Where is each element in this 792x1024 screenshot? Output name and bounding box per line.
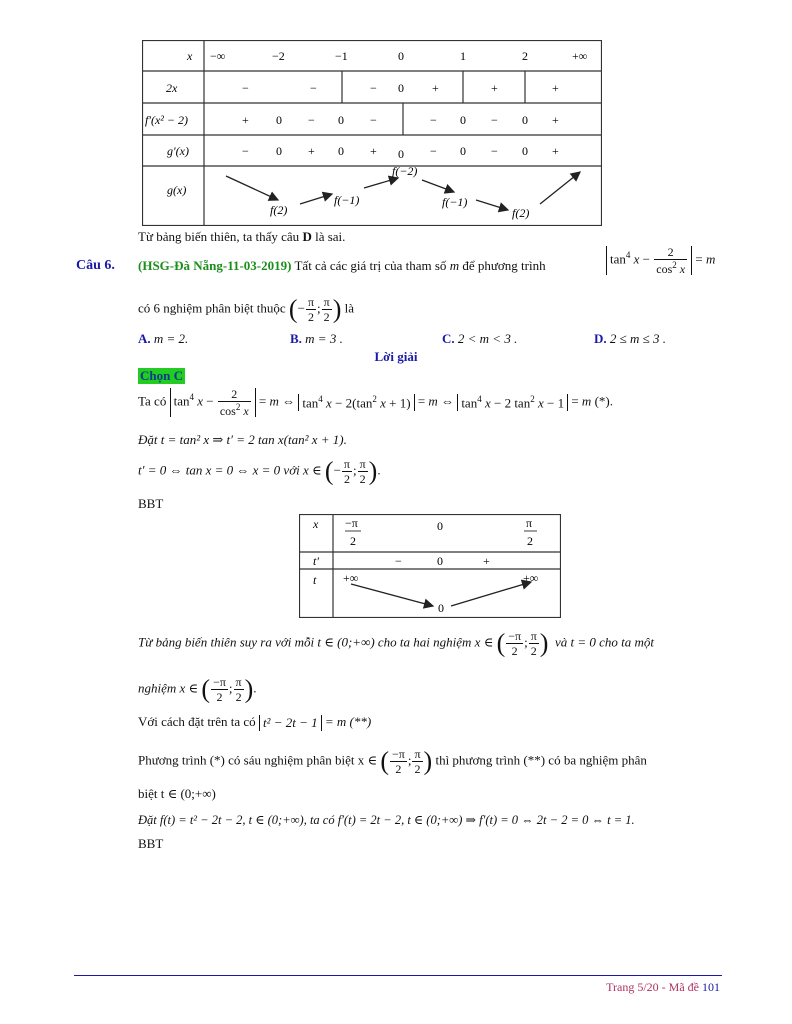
t1-fp-sign: 0 [522, 113, 528, 127]
solution-line-6: Với cách đặt trên ta có t² − 2t − 1 = m (**) [138, 714, 372, 731]
t1-g-value: f(−1) [334, 193, 360, 207]
t2-x-pi-half [524, 516, 537, 548]
t1-2x-sign: − [310, 81, 317, 95]
t1-x: 2 [522, 49, 528, 63]
solution-line-9: Đặt f(t) = t² − 2t − 2, t ∈ (0;+∞), ta có f′(t) = 2t − 2, t ∈ (0;+∞) ⇒ f′(t) = 0 ⇔ 2t − 2 = 0 ⇔ t = 1. [138, 813, 635, 827]
t1-fp-sign: − [308, 113, 315, 127]
t2-label-t: t [313, 573, 317, 587]
t2-t-value: +∞ [343, 571, 359, 585]
t1-arrow-down [226, 176, 278, 200]
t1-gp-sign: 0 [460, 144, 466, 158]
t1-x: −2 [272, 49, 285, 63]
footer-rule [74, 975, 722, 976]
t2-t-value: +∞ [523, 571, 539, 585]
conclusion-line: Từ bảng biến thiên, ta thấy câu D là sai. [138, 229, 346, 244]
t1-fp-sign: − [430, 113, 437, 127]
t1-gp-sign: 0 [338, 144, 344, 158]
t1-x: 0 [398, 49, 404, 63]
t2-x-neg-pi-half [345, 516, 361, 548]
variation-table-1 [142, 40, 602, 226]
svg-text:−π: −π [345, 516, 358, 530]
t1-g-value: f(−2) [392, 164, 418, 178]
t1-2x-sign: + [432, 81, 439, 95]
t1-label-2x: 2x [166, 81, 178, 95]
variation-table-2 [299, 514, 561, 618]
solution-line-4: Từ bảng biến thiên suy ra với mỗi t ∈ (0;+∞) cho ta hai nghiệm x ∈ ( $\frac{-\pi}{2}$ ; $\frac{\pi}{2}$ ) và t = 0 cho ta một [138, 628, 654, 658]
t1-2x-sign: 0 [398, 81, 404, 95]
t1-g-value: f(2) [270, 203, 288, 217]
t1-arrow-down [476, 200, 508, 210]
option-b[interactable]: B. m = 3 . [290, 331, 343, 346]
solution-line-1: Ta có $\tan^4 x$ − $\frac{2}{\cos^2 x}$ = m ⇔ $\tan^4 x - 2(\tan^2$ x + 1) = m ⇔ $\tan^4 x - 2$ $\tan^2 x - 1 = m$ (*). [138, 387, 613, 418]
option-a[interactable]: A. m = 2. [138, 331, 189, 346]
question-line-2: có 6 nghiệm phân biệt thuộc (− $\frac{\pi}{2}$ ; $\frac{\pi}{2}$ ) là [138, 294, 354, 324]
solution-heading: Lời giải [374, 349, 418, 364]
t1-label-g: g(x) [167, 183, 187, 197]
t1-fp-sign: 0 [276, 113, 282, 127]
t1-x: 1 [460, 49, 466, 63]
bbt-label: BBT [138, 496, 164, 511]
t1-gp-sign: + [552, 144, 559, 158]
t1-x: −∞ [210, 49, 226, 63]
question-equation: $\tan^4 x$ − $\frac{2}{\cos^2 x}$ = m [606, 246, 715, 275]
t1-fp-sign: + [242, 113, 249, 127]
t1-label-gprime: g′(x) [167, 144, 189, 158]
t1-2x-sign: − [370, 81, 377, 95]
footer-page: Trang 5/20 - Mã đề 101 [606, 980, 720, 994]
t1-fp-sign: + [552, 113, 559, 127]
t1-2x-sign: + [552, 81, 559, 95]
t2-tprime-sign: − [395, 554, 402, 568]
t1-gp-sign: + [370, 144, 377, 158]
svg-text:2: 2 [350, 534, 356, 548]
chosen-answer: Chọn C [140, 368, 183, 383]
t2-arrow-down [351, 584, 433, 606]
t1-fp-sign: 0 [338, 113, 344, 127]
t2-arrow-up [451, 582, 531, 606]
t1-2x-sign: − [242, 81, 249, 95]
t1-gp-sign: + [308, 144, 315, 158]
t1-2x-sign: + [491, 81, 498, 95]
t1-gp-sign: 0 [398, 147, 404, 161]
t1-label-fprime: f′(x² − 2) [145, 113, 188, 127]
solution-line-7: Phương trình (*) có sáu nghiệm phân biệt x ∈ ( $\frac{-\pi}{2}$ ; $\frac{\pi}{2}$ ) thì phương trình (**) có ba nghiệm phân [138, 746, 647, 776]
t1-g-value: f(−1) [442, 195, 468, 209]
t2-tprime-sign: + [483, 554, 490, 568]
t1-fp-sign: − [370, 113, 377, 127]
t1-arrow-down [422, 180, 454, 192]
t1-label-x: x [187, 49, 193, 63]
question-line-1: (HSG-Đà Nẵng-11-03-2019) Tất cả các giá trị của tham số m để phương trình [138, 258, 546, 273]
t1-gp-sign: 0 [522, 144, 528, 158]
t1-gp-sign: − [491, 144, 498, 158]
option-c[interactable]: C. 2 < m < 3 . [442, 331, 518, 346]
bbt-label-2: BBT [138, 836, 164, 851]
t1-fp-sign: − [491, 113, 498, 127]
t1-arrow-up [364, 178, 398, 188]
t2-label-x: x [313, 517, 319, 531]
solution-line-5: nghiệm x ∈ ( $\frac{-\pi}{2}$ ; $\frac{\pi}{2}$ ). [138, 674, 257, 704]
question-label: Câu 6. [76, 258, 115, 273]
solution-line-8: biệt t ∈ (0;+∞) [138, 786, 216, 801]
solution-line-2: Đặt t = tan² x ⇒ t′ = 2 tan x(tan² x + 1). [138, 432, 347, 447]
solution-line-3: t′ = 0 ⇔ tan x = 0 ⇔ x = 0 với x ∈ (− $\frac{\pi}{2}$ ; $\frac{\pi}{2}$ ). [138, 456, 381, 486]
t1-gp-sign: 0 [276, 144, 282, 158]
t2-label-tprime: t′ [313, 554, 319, 568]
t1-gp-sign: − [430, 144, 437, 158]
t2-tprime-sign: 0 [437, 554, 443, 568]
t1-arrow-up [540, 172, 580, 204]
t1-x: −1 [335, 49, 348, 63]
t1-g-value: f(2) [512, 206, 530, 220]
t1-x: +∞ [572, 49, 588, 63]
t2-x-zero: 0 [437, 519, 443, 533]
t1-arrow-up [300, 194, 332, 204]
option-d[interactable]: D. 2 ≤ m ≤ 3 . [594, 331, 667, 346]
question-source: (HSG-Đà Nẵng-11-03-2019) [138, 258, 292, 273]
t1-fp-sign: 0 [460, 113, 466, 127]
t2-t-value: 0 [438, 601, 444, 615]
svg-text:π: π [526, 516, 533, 530]
svg-text:2: 2 [527, 534, 533, 548]
t1-gp-sign: − [242, 144, 249, 158]
